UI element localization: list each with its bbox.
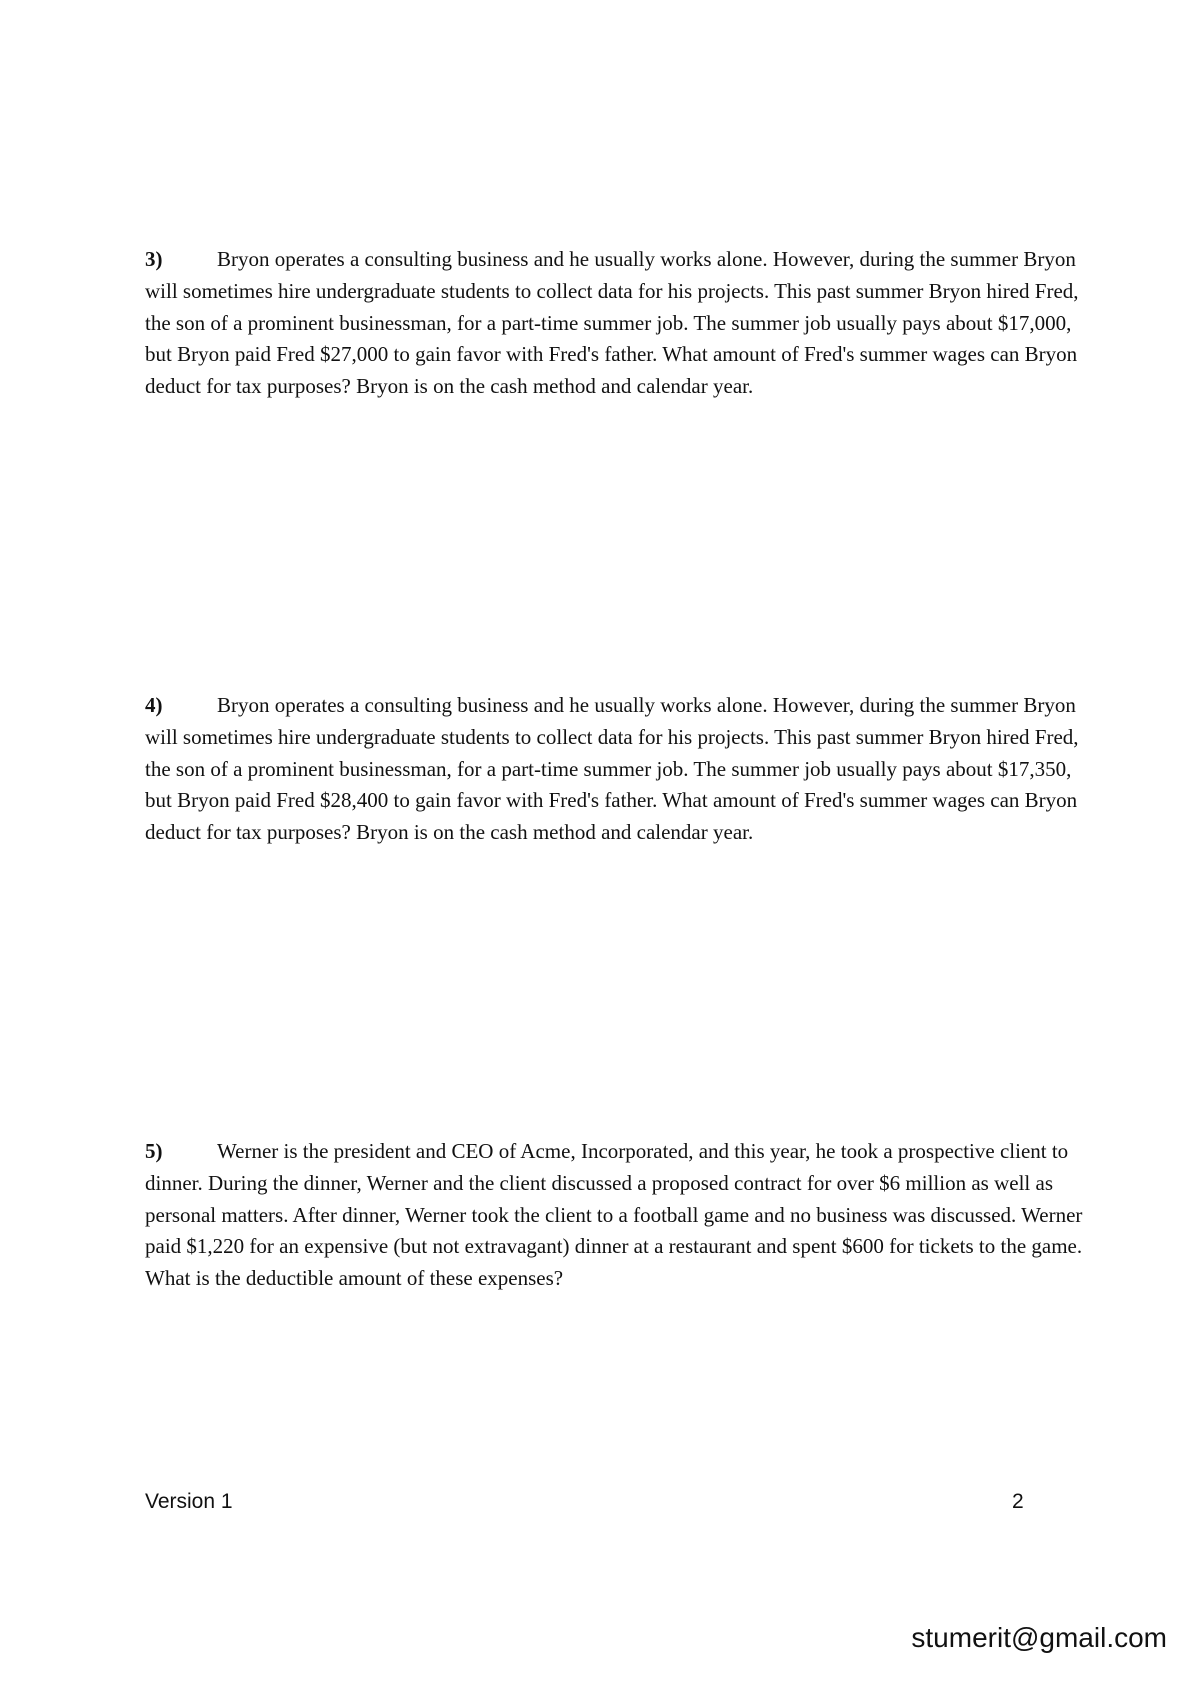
question-text: Bryon operates a consulting business and he usually works alone. However, during the summer Bryon will sometimes hire undergraduate students to collect data for his projects. This past summer Bryon hired Fred, the son of a prominent businessman, for a part-time summer job. The summer job usually pays about $17,350, but Bryon paid Fred $28,400 to gain favor with Fred's father. What amount of Fred's summer wages can Bryon deduct for tax purposes? Bryon is on the cash method and calendar year.: [145, 693, 1079, 845]
contact-email: stumerit@gmail.com: [911, 1622, 1167, 1653]
question-number: 4): [145, 693, 163, 717]
question-4: [145, 690, 1090, 849]
question-text: Werner is the president and CEO of Acme, Incorporated, and this year, he took a prospective client to dinner. During the dinner, Werner and the client discussed a proposed contract for over $6 million as well as personal matters. After dinner, Werner took the client to a football game and no business was discussed. Werner paid $1,220 for an expensive (but not extravagant) dinner at a restaurant and spent $600 for tickets to the game. What is the deductible amount of these expenses?: [145, 1139, 1083, 1291]
question-text: Bryon operates a consulting business and he usually works alone. However, during the summer Bryon will sometimes hire undergraduate students to collect data for his projects. This past summer Bryon hired Fred, the son of a prominent businessman, for a part-time summer job. The summer job usually pays about $17,000, but Bryon paid Fred $27,000 to gain favor with Fred's father. What amount of Fred's summer wages can Bryon deduct for tax purposes? Bryon is on the cash method and calendar year.: [145, 247, 1079, 399]
question-3: [145, 244, 1090, 403]
question-number: 3): [145, 247, 163, 271]
question-5: [145, 1136, 1090, 1295]
footer-page-number: 2: [1012, 1490, 1024, 1513]
question-number: 5): [145, 1139, 163, 1163]
footer-version: Version 1: [145, 1490, 233, 1513]
